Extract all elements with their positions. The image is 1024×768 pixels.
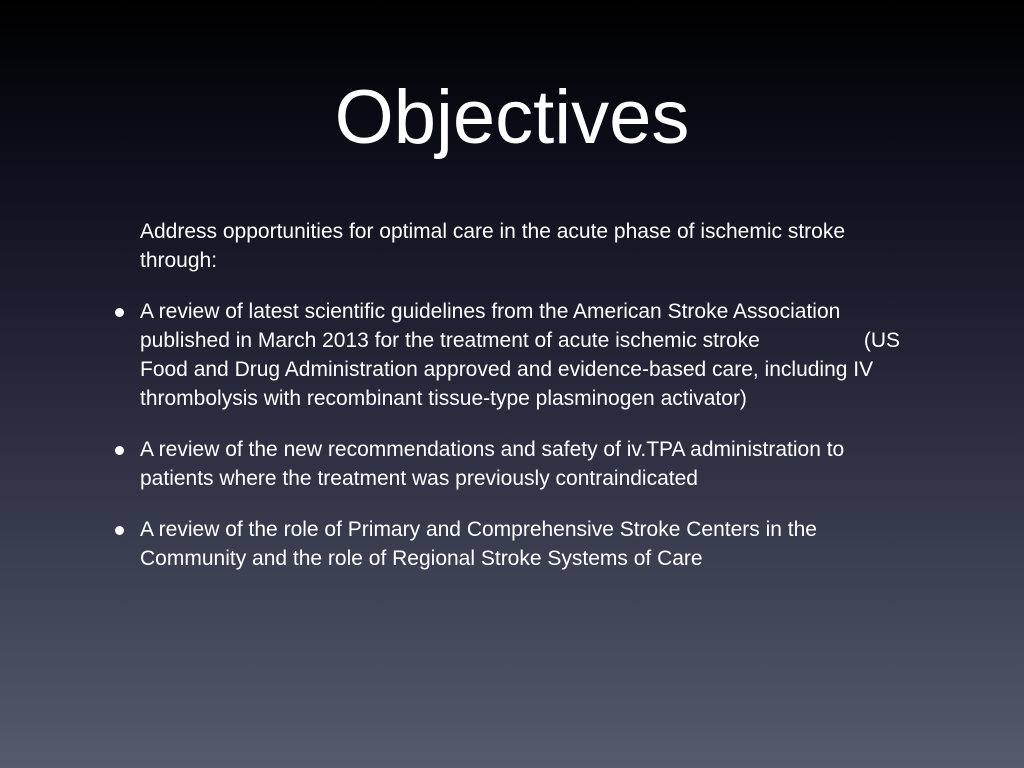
bullet-icon [115, 446, 124, 455]
objective-text: A review of the new recommendations and safety of iv.TPA administration to patients where the treatment was previously contraindicated [140, 438, 845, 490]
objectives-list [110, 217, 910, 595]
objective-text: A review of the role of Primary and Comprehensive Stroke Centers in the Community and the role of Regional Stroke Systems of Care [140, 518, 817, 570]
objective-text-continued: (US Food and Drug Administration approved and evidence-based care, including IV thrombolysis with recombinant tissue-type plasminogen activator) [140, 329, 900, 410]
list-item [110, 217, 910, 275]
objective-text: A review of latest scientific guidelines from the American Stroke Association published in March 2013 for the treatment of acute ischemic stroke [140, 300, 841, 352]
objective-text: Address opportunities for optimal care in the acute phase of ischemic stroke through: [140, 220, 846, 272]
bullet-icon [115, 526, 124, 535]
list-item [110, 435, 910, 493]
slide-title: Objectives [334, 75, 690, 160]
list-item [110, 297, 910, 413]
bullet-icon [115, 308, 124, 317]
list-item [110, 515, 910, 573]
